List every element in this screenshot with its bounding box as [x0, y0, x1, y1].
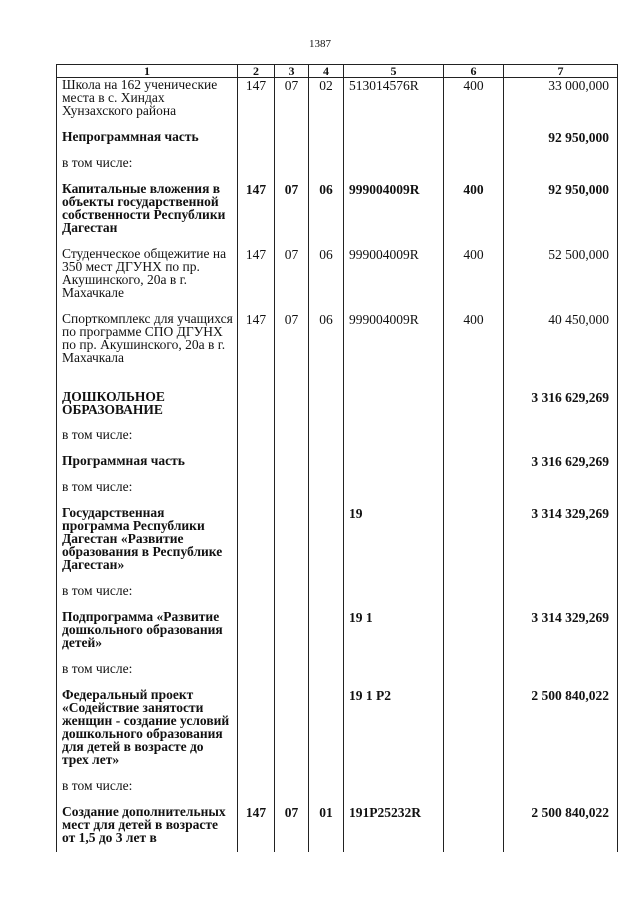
row-section-code	[275, 688, 309, 779]
row-expense-type	[444, 156, 504, 182]
row-target-code	[344, 390, 444, 428]
page-number: 1387	[309, 38, 331, 50]
table-row	[57, 312, 618, 390]
row-subsection-code	[309, 662, 344, 688]
row-subsection-code: 06	[309, 312, 344, 390]
table-row	[57, 805, 618, 852]
row-amount	[504, 156, 618, 182]
row-expense-type	[444, 480, 504, 506]
row-target-code	[344, 584, 444, 610]
row-subsection-code	[309, 480, 344, 506]
row-subsection-code: 01	[309, 805, 344, 852]
row-target-code	[344, 454, 444, 480]
column-header: 4	[309, 65, 344, 78]
row-target-code	[344, 779, 444, 805]
row-expense-type: 400	[444, 247, 504, 312]
table-row	[57, 428, 618, 454]
row-subsection-code	[309, 428, 344, 454]
column-header: 2	[238, 65, 275, 78]
table-row	[57, 78, 618, 130]
row-subsection-code	[309, 130, 344, 156]
row-admin-code	[238, 584, 275, 610]
row-expense-type	[444, 390, 504, 428]
row-expense-type	[444, 688, 504, 779]
table-row	[57, 182, 618, 247]
row-subsection-code	[309, 610, 344, 662]
row-subsection-code: 06	[309, 247, 344, 312]
row-description: Студенческое общежитие на 350 мест ДГУНХ по пр. Акушинского, 20а в г. Махачкале	[57, 247, 238, 312]
row-amount: 3 314 329,269	[504, 506, 618, 584]
row-amount: 52 500,000	[504, 247, 618, 312]
table-row	[57, 480, 618, 506]
row-admin-code: 147	[238, 805, 275, 852]
row-description: в том числе:	[57, 480, 238, 506]
row-admin-code: 147	[238, 182, 275, 247]
row-section-code: 07	[275, 805, 309, 852]
row-expense-type	[444, 662, 504, 688]
table-row	[57, 688, 618, 779]
row-amount	[504, 428, 618, 454]
row-amount: 3 314 329,269	[504, 610, 618, 662]
header-row	[57, 65, 618, 78]
row-section-code	[275, 130, 309, 156]
row-section-code	[275, 779, 309, 805]
row-target-code: 19	[344, 506, 444, 584]
row-admin-code	[238, 506, 275, 584]
column-header: 6	[444, 65, 504, 78]
budget-table	[56, 64, 618, 852]
row-description: Капитальные вложения в объекты государственной собственности Республики Дагестан	[57, 182, 238, 247]
row-section-code	[275, 454, 309, 480]
row-admin-code	[238, 480, 275, 506]
row-admin-code	[238, 156, 275, 182]
row-expense-type: 400	[444, 312, 504, 390]
row-section-code	[275, 662, 309, 688]
row-description: в том числе:	[57, 156, 238, 182]
row-expense-type	[444, 610, 504, 662]
column-header: 3	[275, 65, 309, 78]
table-row	[57, 130, 618, 156]
row-expense-type	[444, 428, 504, 454]
row-description: Государственная программа Республики Дагестан «Развитие образования в Республике Дагестан»	[57, 506, 238, 584]
row-description: Непрограммная часть	[57, 130, 238, 156]
column-header: 5	[344, 65, 444, 78]
row-subsection-code	[309, 688, 344, 779]
row-subsection-code	[309, 779, 344, 805]
row-target-code: 191P25232R	[344, 805, 444, 852]
row-amount: 92 950,000	[504, 182, 618, 247]
row-admin-code	[238, 610, 275, 662]
row-expense-type	[444, 130, 504, 156]
row-admin-code: 147	[238, 247, 275, 312]
row-description: в том числе:	[57, 584, 238, 610]
row-admin-code	[238, 390, 275, 428]
row-target-code: 999004009R	[344, 312, 444, 390]
row-expense-type	[444, 779, 504, 805]
row-section-code	[275, 610, 309, 662]
row-subsection-code	[309, 506, 344, 584]
row-expense-type: 400	[444, 78, 504, 130]
row-section-code	[275, 428, 309, 454]
table-row	[57, 156, 618, 182]
row-amount: 2 500 840,022	[504, 805, 618, 852]
row-description: в том числе:	[57, 662, 238, 688]
row-description: Школа на 162 ученические места в с. Хиндах Хунзахского района	[57, 78, 238, 130]
row-target-code: 19 1	[344, 610, 444, 662]
table-row	[57, 247, 618, 312]
row-subsection-code	[309, 156, 344, 182]
row-section-code	[275, 390, 309, 428]
row-description: в том числе:	[57, 428, 238, 454]
row-amount: 92 950,000	[504, 130, 618, 156]
row-subsection-code: 06	[309, 182, 344, 247]
row-admin-code	[238, 779, 275, 805]
row-subsection-code	[309, 584, 344, 610]
row-description: Спорткомплекс для учащихся по программе СПО ДГУНХ по пр. Акушинского, 20а в г. Махачкала	[57, 312, 238, 390]
row-target-code	[344, 662, 444, 688]
row-section-code	[275, 480, 309, 506]
row-amount	[504, 584, 618, 610]
row-target-code	[344, 428, 444, 454]
row-description: ДОШКОЛЬНОЕ ОБРАЗОВАНИЕ	[57, 390, 238, 428]
row-subsection-code	[309, 454, 344, 480]
table-row	[57, 584, 618, 610]
row-description: Программная часть	[57, 454, 238, 480]
row-amount	[504, 662, 618, 688]
row-target-code	[344, 130, 444, 156]
column-header: 7	[504, 65, 618, 78]
row-section-code: 07	[275, 78, 309, 130]
row-section-code: 07	[275, 312, 309, 390]
row-target-code	[344, 480, 444, 506]
row-section-code	[275, 156, 309, 182]
row-section-code	[275, 584, 309, 610]
row-amount: 3 316 629,269	[504, 390, 618, 428]
row-section-code: 07	[275, 247, 309, 312]
row-description: Подпрограмма «Развитие дошкольного образования детей»	[57, 610, 238, 662]
column-header: 1	[57, 65, 238, 78]
row-admin-code	[238, 454, 275, 480]
row-target-code: 19 1 P2	[344, 688, 444, 779]
row-expense-type	[444, 506, 504, 584]
row-target-code	[344, 156, 444, 182]
table-row	[57, 610, 618, 662]
row-admin-code	[238, 688, 275, 779]
row-description: в том числе:	[57, 779, 238, 805]
row-amount: 33 000,000	[504, 78, 618, 130]
row-section-code: 07	[275, 182, 309, 247]
row-description: Федеральный проект «Содействие занятости женщин - создание условий дошкольного образования для детей в возрасте до трех лет»	[57, 688, 238, 779]
row-expense-type	[444, 805, 504, 852]
table-row	[57, 390, 618, 428]
row-description: Создание дополнительных мест для детей в возрасте от 1,5 до 3 лет в	[57, 805, 238, 852]
row-admin-code: 147	[238, 312, 275, 390]
row-admin-code	[238, 662, 275, 688]
row-section-code	[275, 506, 309, 584]
row-target-code: 999004009R	[344, 247, 444, 312]
row-amount	[504, 480, 618, 506]
row-expense-type: 400	[444, 182, 504, 247]
row-amount	[504, 779, 618, 805]
row-amount: 2 500 840,022	[504, 688, 618, 779]
row-expense-type	[444, 454, 504, 480]
row-target-code: 999004009R	[344, 182, 444, 247]
row-amount: 3 316 629,269	[504, 454, 618, 480]
row-amount: 40 450,000	[504, 312, 618, 390]
row-expense-type	[444, 584, 504, 610]
row-subsection-code: 02	[309, 78, 344, 130]
table-row	[57, 779, 618, 805]
table-row	[57, 454, 618, 480]
row-subsection-code	[309, 390, 344, 428]
row-admin-code	[238, 130, 275, 156]
table-row	[57, 662, 618, 688]
row-admin-code	[238, 428, 275, 454]
row-target-code: 513014576R	[344, 78, 444, 130]
row-admin-code: 147	[238, 78, 275, 130]
table-row	[57, 506, 618, 584]
